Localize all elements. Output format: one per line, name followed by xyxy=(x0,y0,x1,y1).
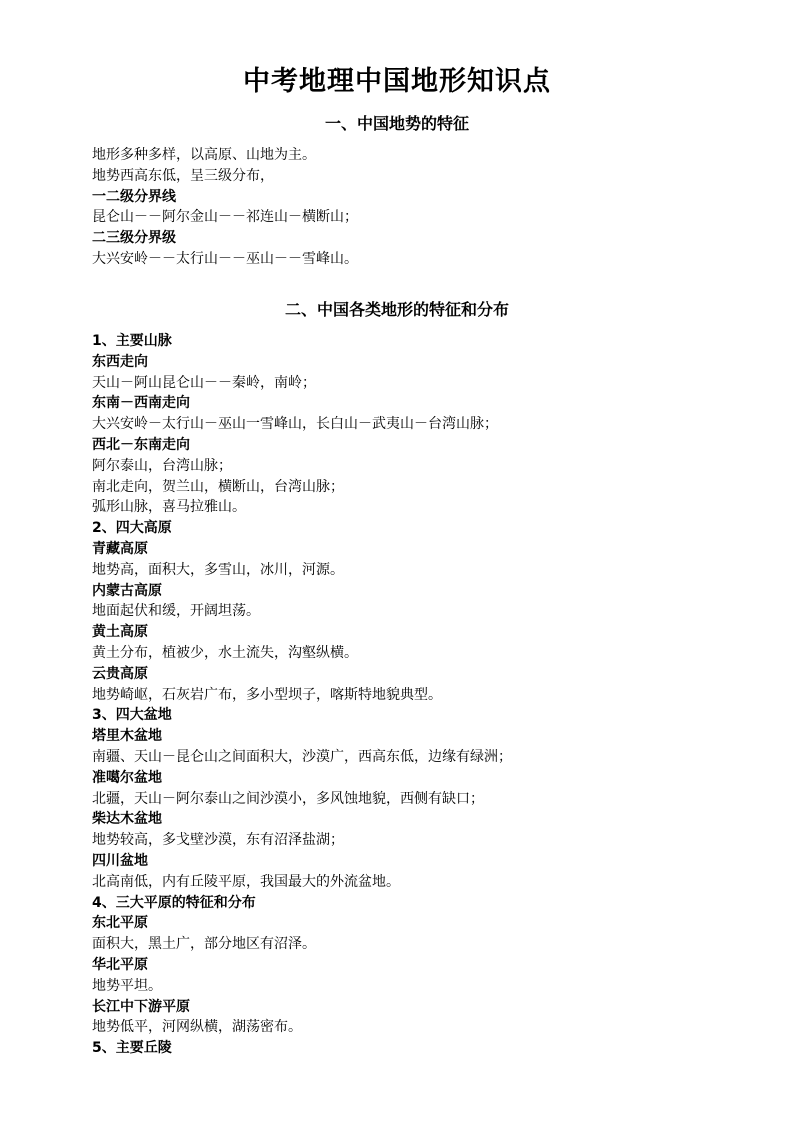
subheading-line: 东南－西南走向 xyxy=(92,395,190,412)
text-line: 地势高，面积大，多雪山，冰川，河源。 xyxy=(92,561,344,578)
subheading-line: 东西走向 xyxy=(92,353,148,370)
text-line: 地势平坦。 xyxy=(92,977,162,994)
subheading-line: 青藏高原 xyxy=(92,540,148,557)
subheading-line: 二三级分界级 xyxy=(92,230,176,247)
text-line: 南疆、天山－昆仑山之间面积大，沙漠广，西高东低，边缘有绿洲； xyxy=(92,748,512,765)
subheading-line: 内蒙古高原 xyxy=(92,582,162,599)
document-title: 中考地理中国地形知识点 xyxy=(243,66,551,97)
text-line: 大兴安岭－太行山－巫山一雪峰山，长白山－武夷山－台湾山脉； xyxy=(92,416,498,433)
text-line: 地形多种多样，以高原、山地为主。 xyxy=(92,147,316,163)
subheading-line: 准噶尔盆地 xyxy=(92,769,162,786)
subheading-line: 华北平原 xyxy=(92,956,148,973)
subheading-line: 5、主要丘陵 xyxy=(92,1040,172,1057)
text-line: 大兴安岭－－太行山－－巫山－－雪峰山。 xyxy=(92,250,358,267)
section-2-heading: 二、中国各类地形的特征和分布 xyxy=(284,300,509,319)
section-1-heading: 一、中国地势的特征 xyxy=(324,114,469,133)
subheading-line: 一二级分界线 xyxy=(92,188,176,205)
subheading-line: 云贵高原 xyxy=(92,665,148,682)
section-1-body xyxy=(92,145,752,270)
subheading-line: 塔里木盆地 xyxy=(92,728,162,745)
text-line: 北高南低，内有丘陵平原，我国最大的外流盆地。 xyxy=(92,873,400,890)
text-line: 南北走向，贺兰山，横断山，台湾山脉； xyxy=(92,478,344,495)
section-2-body xyxy=(92,331,752,1059)
subheading-line: 2、四大高原 xyxy=(92,520,172,537)
subheading-line: 1、主要山脉 xyxy=(92,333,172,349)
subheading-line: 长江中下游平原 xyxy=(92,998,190,1015)
subheading-line: 3、四大盆地 xyxy=(92,707,172,724)
text-line: 弧形山脉，喜马拉雅山。 xyxy=(92,499,246,516)
text-line: 黄土分布，植被少，水土流失，沟壑纵横。 xyxy=(92,644,358,661)
text-line: 天山－阿山昆仑山－－秦岭，南岭； xyxy=(92,374,316,391)
text-line: 阿尔泰山，台湾山脉； xyxy=(92,457,232,474)
subheading-line: 西北－东南走向 xyxy=(92,436,190,453)
text-line: 面积大，黑土广，部分地区有沼泽。 xyxy=(92,936,316,953)
text-line: 地势低平，河网纵横，湖荡密布。 xyxy=(92,1019,302,1036)
text-line: 地势较高，多戈壁沙漠，东有沼泽盐湖； xyxy=(92,832,344,849)
text-line: 地面起伏和缓，开阔坦荡。 xyxy=(92,603,260,620)
subheading-line: 柴达木盆地 xyxy=(92,811,162,828)
subheading-line: 四川盆地 xyxy=(92,852,148,869)
subheading-line: 4、三大平原的特征和分布 xyxy=(92,894,256,911)
text-line: 地势崎岖，石灰岩广布，多小型坝子，喀斯特地貌典型。 xyxy=(92,686,442,703)
text-line: 北疆，天山－阿尔泰山之间沙漠小，多风蚀地貌，西侧有缺口； xyxy=(92,790,484,807)
subheading-line: 黄土高原 xyxy=(92,624,148,641)
text-line: 昆仑山－－阿尔金山－－祁连山－横断山； xyxy=(92,209,358,226)
subheading-line: 东北平原 xyxy=(92,915,148,932)
text-line: 地势西高东低，呈三级分布， xyxy=(92,167,274,184)
